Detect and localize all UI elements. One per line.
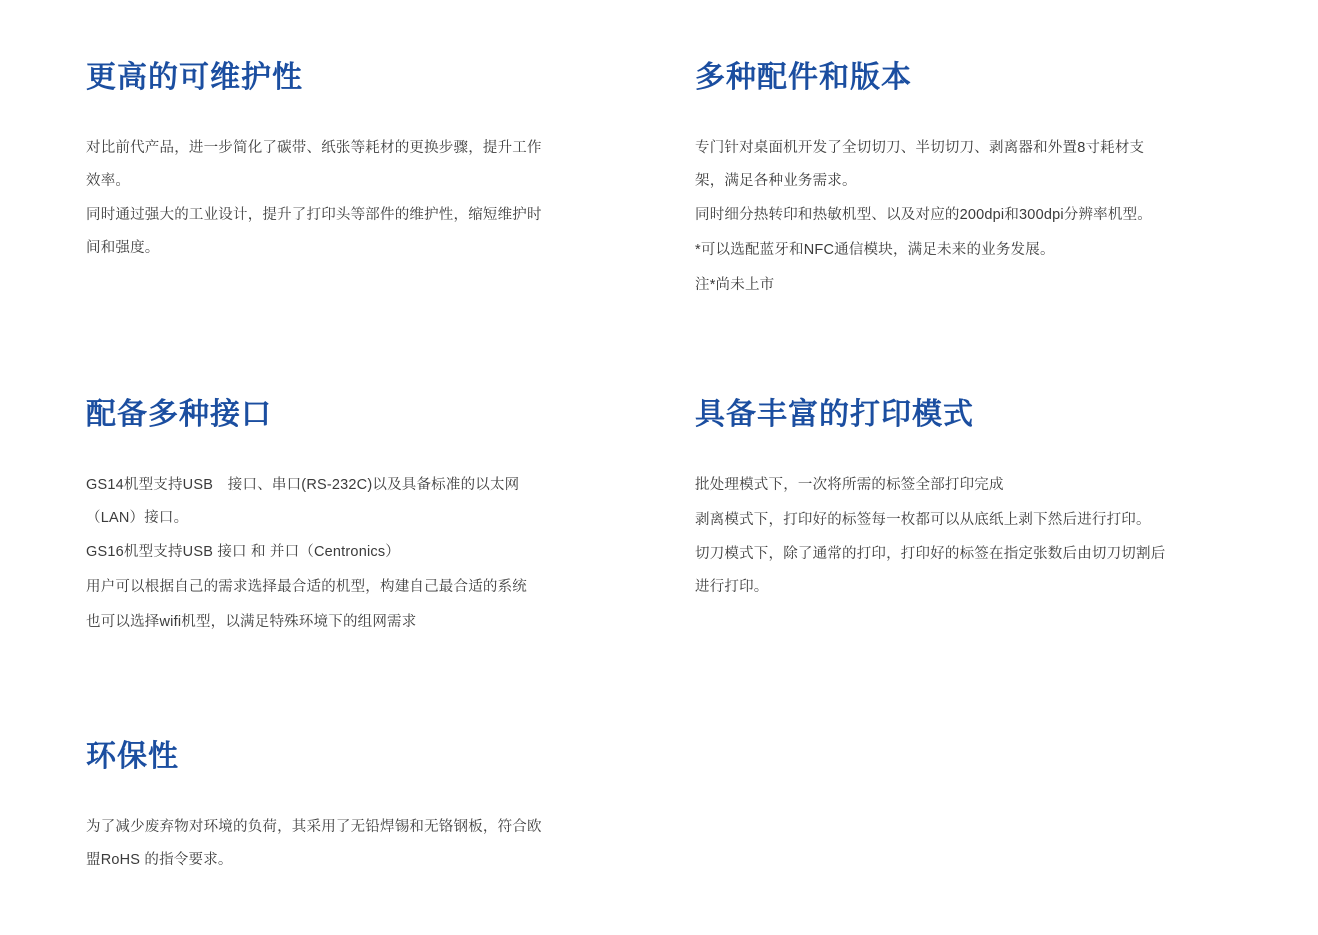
grid-cell <box>0 348 609 692</box>
paragraph: 为了减少废弃物对环境的负荷，其采用了无铅焊锡和无铬钢板，符合欧盟RoHS 的指令要求。 <box>86 819 542 868</box>
section-print-modes <box>695 397 1198 604</box>
paragraph: 剥离模式下，打印好的标签每一枚都可以从底纸上剥下然后进行打印。 <box>695 511 1151 528</box>
paragraph: 注*尚未上市 <box>695 276 775 293</box>
section-accessories-versions <box>695 60 1198 301</box>
section-body <box>695 469 1198 604</box>
section-title: 环保性 <box>86 740 179 773</box>
section-interfaces <box>86 397 589 638</box>
section-body <box>695 132 1198 301</box>
section-body <box>86 811 589 876</box>
paragraph: 也可以选择wifi机型，以满足特殊环境下的组网需求 <box>86 613 417 630</box>
paragraph: *可以选配蓝牙和NFC通信模块，满足未来的业务发展。 <box>695 241 1055 258</box>
grid-cell <box>0 0 609 348</box>
section-body <box>86 132 589 265</box>
section-environmental <box>86 739 589 876</box>
section-title: 具备丰富的打印模式 <box>695 398 974 431</box>
paragraph: 用户可以根据自己的需求选择最合适的机型，构建自己最合适的系统 <box>86 578 527 595</box>
paragraph: 同时通过强大的工业设计，提升了打印头等部件的维护性，缩短维护时间和强度。 <box>86 207 542 256</box>
grid-cell <box>609 348 1218 692</box>
paragraph: GS16机型支持USB 接口 和 并口（Centronics） <box>86 544 400 561</box>
section-title: 配备多种接口 <box>86 398 272 431</box>
paragraph: 对比前代产品，进一步简化了碳带、纸张等耗材的更换步骤，提升工作效率。 <box>86 140 542 189</box>
paragraph: 批处理模式下，一次将所需的标签全部打印完成 <box>695 477 1004 493</box>
grid-cell <box>609 0 1218 348</box>
section-body <box>86 469 589 638</box>
paragraph: GS14机型支持USB 接口、串口(RS-232C)以及具备标准的以太网（LAN）接口。 <box>86 477 520 526</box>
paragraph: 切刀模式下，除了通常的打印，打印好的标签在指定张数后由切刀切割后进行打印。 <box>695 546 1166 595</box>
section-maintainability <box>86 60 589 265</box>
paragraph: 同时细分热转印和热敏机型、以及对应的200dpi和300dpi分辨率机型。 <box>695 207 1152 224</box>
section-title: 多种配件和版本 <box>695 61 912 94</box>
grid-cell-empty <box>609 692 1218 935</box>
paragraph: 专门针对桌面机开发了全切切刀、半切切刀、剥离器和外置8寸耗材支架，满足各种业务需求。 <box>695 140 1145 189</box>
grid-cell <box>0 692 609 935</box>
section-title: 更高的可维护性 <box>86 61 303 94</box>
